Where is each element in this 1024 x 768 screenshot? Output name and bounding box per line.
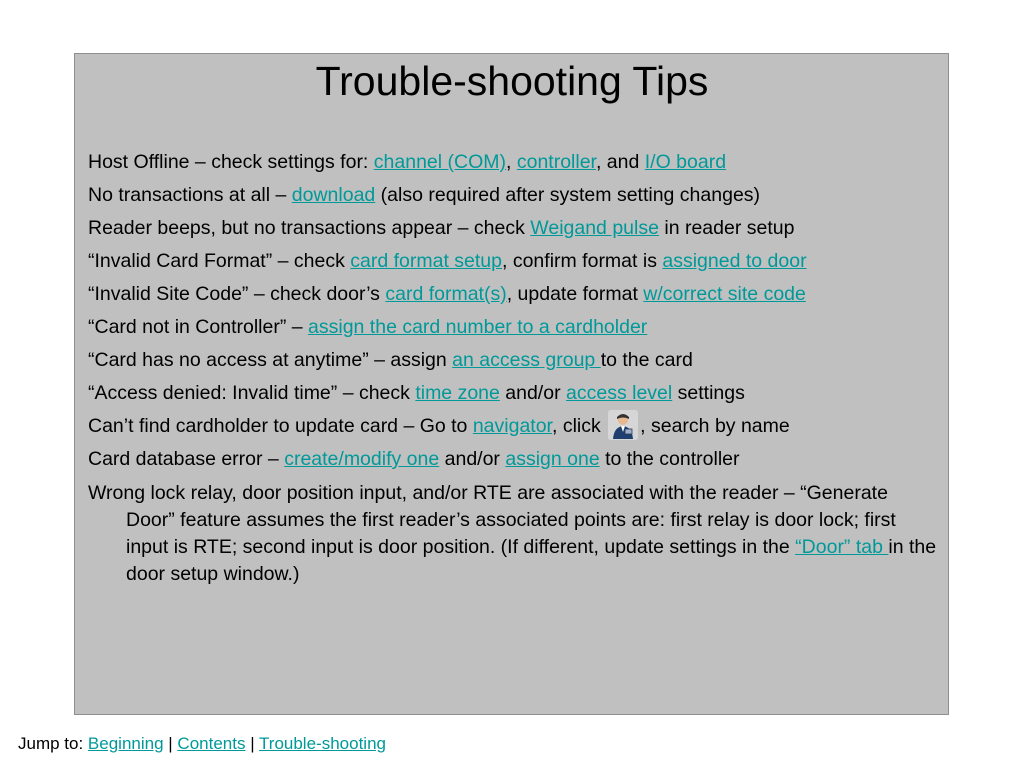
- tips-list: [88, 146, 938, 588]
- tip-reader-beeps: Reader beeps, but no transactions appear – check Weigand pulse in reader setup: [88, 217, 795, 239]
- correct-site-code-link[interactable]: w/correct site code: [643, 283, 806, 305]
- footer-separator: |: [163, 734, 178, 753]
- io-board-link[interactable]: I/O board: [644, 151, 727, 173]
- navigator-link[interactable]: navigator: [472, 415, 552, 437]
- tip-find-cardholder: Can’t find cardholder to update card – Go to navigator, click , search by name: [88, 410, 938, 443]
- card-format-setup-link[interactable]: card format setup: [350, 250, 502, 272]
- tip-invalid-card-format: “Invalid Card Format” – check card format setup, confirm format is assigned to door: [88, 250, 807, 272]
- channel-com-link[interactable]: channel (COM): [373, 151, 506, 173]
- assign-one-link[interactable]: assign one: [505, 448, 600, 470]
- weigand-pulse-link[interactable]: Weigand pulse: [530, 217, 659, 239]
- assign-card-number-link[interactable]: assign the card number to a cardholder: [308, 316, 648, 338]
- tip-invalid-time: “Access denied: Invalid time” – check time zone and/or access level settings: [88, 382, 745, 404]
- jump-to-footer: [18, 733, 386, 755]
- create-modify-one-link[interactable]: create/modify one: [284, 448, 440, 470]
- slide-title: Trouble-shooting Tips: [315, 58, 709, 104]
- access-group-link[interactable]: an access group: [452, 349, 601, 371]
- footer-separator: |: [245, 734, 260, 753]
- tip-no-transactions: No transactions at all – download (also required after system setting changes): [88, 184, 761, 206]
- beginning-link[interactable]: Beginning: [87, 734, 164, 753]
- time-zone-link[interactable]: time zone: [415, 382, 500, 404]
- download-link[interactable]: download: [291, 184, 376, 206]
- tip-no-access-anytime: “Card has no access at anytime” – assign an access group to the card: [88, 349, 693, 371]
- door-tab-link[interactable]: “Door” tab: [795, 536, 889, 558]
- trouble-shooting-link[interactable]: Trouble-shooting: [259, 734, 386, 753]
- tip-card-database-error: Card database error – create/modify one and/or assign one to the controller: [88, 448, 740, 470]
- assigned-to-door-link[interactable]: assigned to door: [662, 250, 807, 272]
- tip-invalid-site-code: “Invalid Site Code” – check door’s card format(s), update format w/correct site code: [88, 283, 806, 305]
- jump-to-label: Jump to:: [18, 734, 88, 753]
- access-level-link[interactable]: access level: [566, 382, 673, 404]
- tip-card-not-in-controller: “Card not in Controller” – assign the card number to a cardholder: [88, 316, 648, 338]
- contents-link[interactable]: Contents: [177, 734, 246, 753]
- tip-host-offline: Host Offline – check settings for: channel (COM), controller, and I/O board: [88, 151, 727, 173]
- controller-link[interactable]: controller: [516, 151, 596, 173]
- tip-wrong-lock-relay: Wrong lock relay, door position input, and/or RTE are associated with the reader – “Generate Door” feature assumes the first reader’s associated points are: first relay is door lock; first input is RTE; second input is door position. (If different, update settings in the “Door” tab in the door setup window.): [88, 482, 937, 585]
- cardholder-person-icon[interactable]: [608, 410, 638, 440]
- card-formats-link[interactable]: card format(s): [385, 283, 507, 305]
